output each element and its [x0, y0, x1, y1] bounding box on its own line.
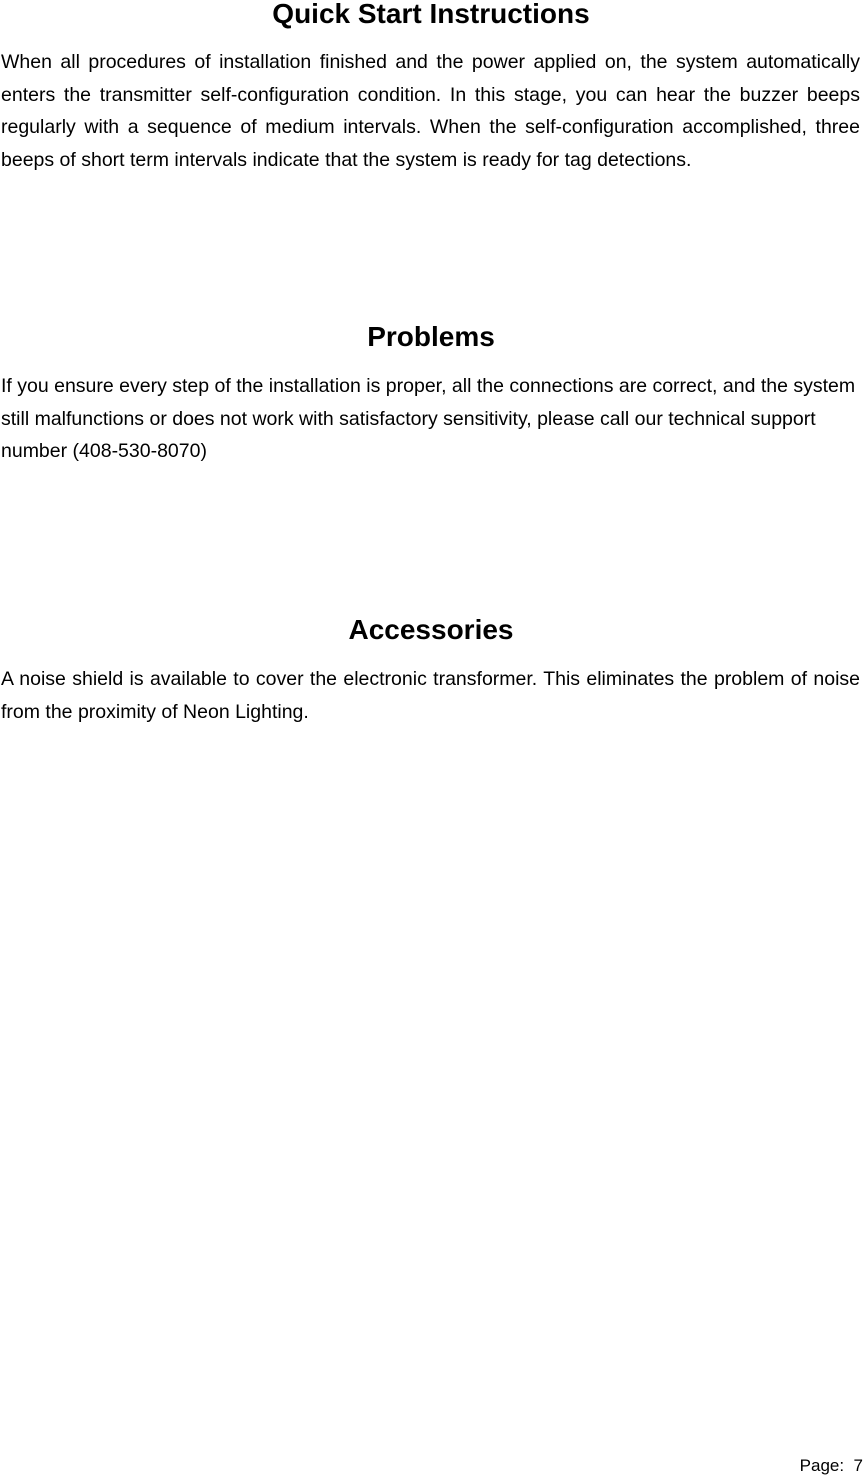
accessories-paragraph: A noise shield is available to cover the electronic transformer. This eliminates the problem of noise from the proximity of Neon Lighting.	[1, 668, 860, 723]
problems-paragraph: If you ensure every step of the installation is proper, all the connections are correct, and the system still malfunctions or does not work with satisfactory sensitivity, please call our technical support number (408-530-8070)	[1, 375, 856, 462]
problems-heading: Problems	[367, 321, 495, 352]
quick-start-paragraph: When all procedures of installation finished and the power applied on, the system automatically enters the transmitter self-configuration condition. In this stage, you can hear the buzzer beeps regularly with a sequence of medium intervals. When the self-configuration accomplished, three beeps of short term intervals indicate that the system is ready for tag detections.	[1, 51, 860, 171]
page-number: Page: 7	[799, 1456, 863, 1475]
accessories-heading: Accessories	[348, 614, 514, 645]
quick-start-heading: Quick Start Instructions	[272, 0, 590, 29]
